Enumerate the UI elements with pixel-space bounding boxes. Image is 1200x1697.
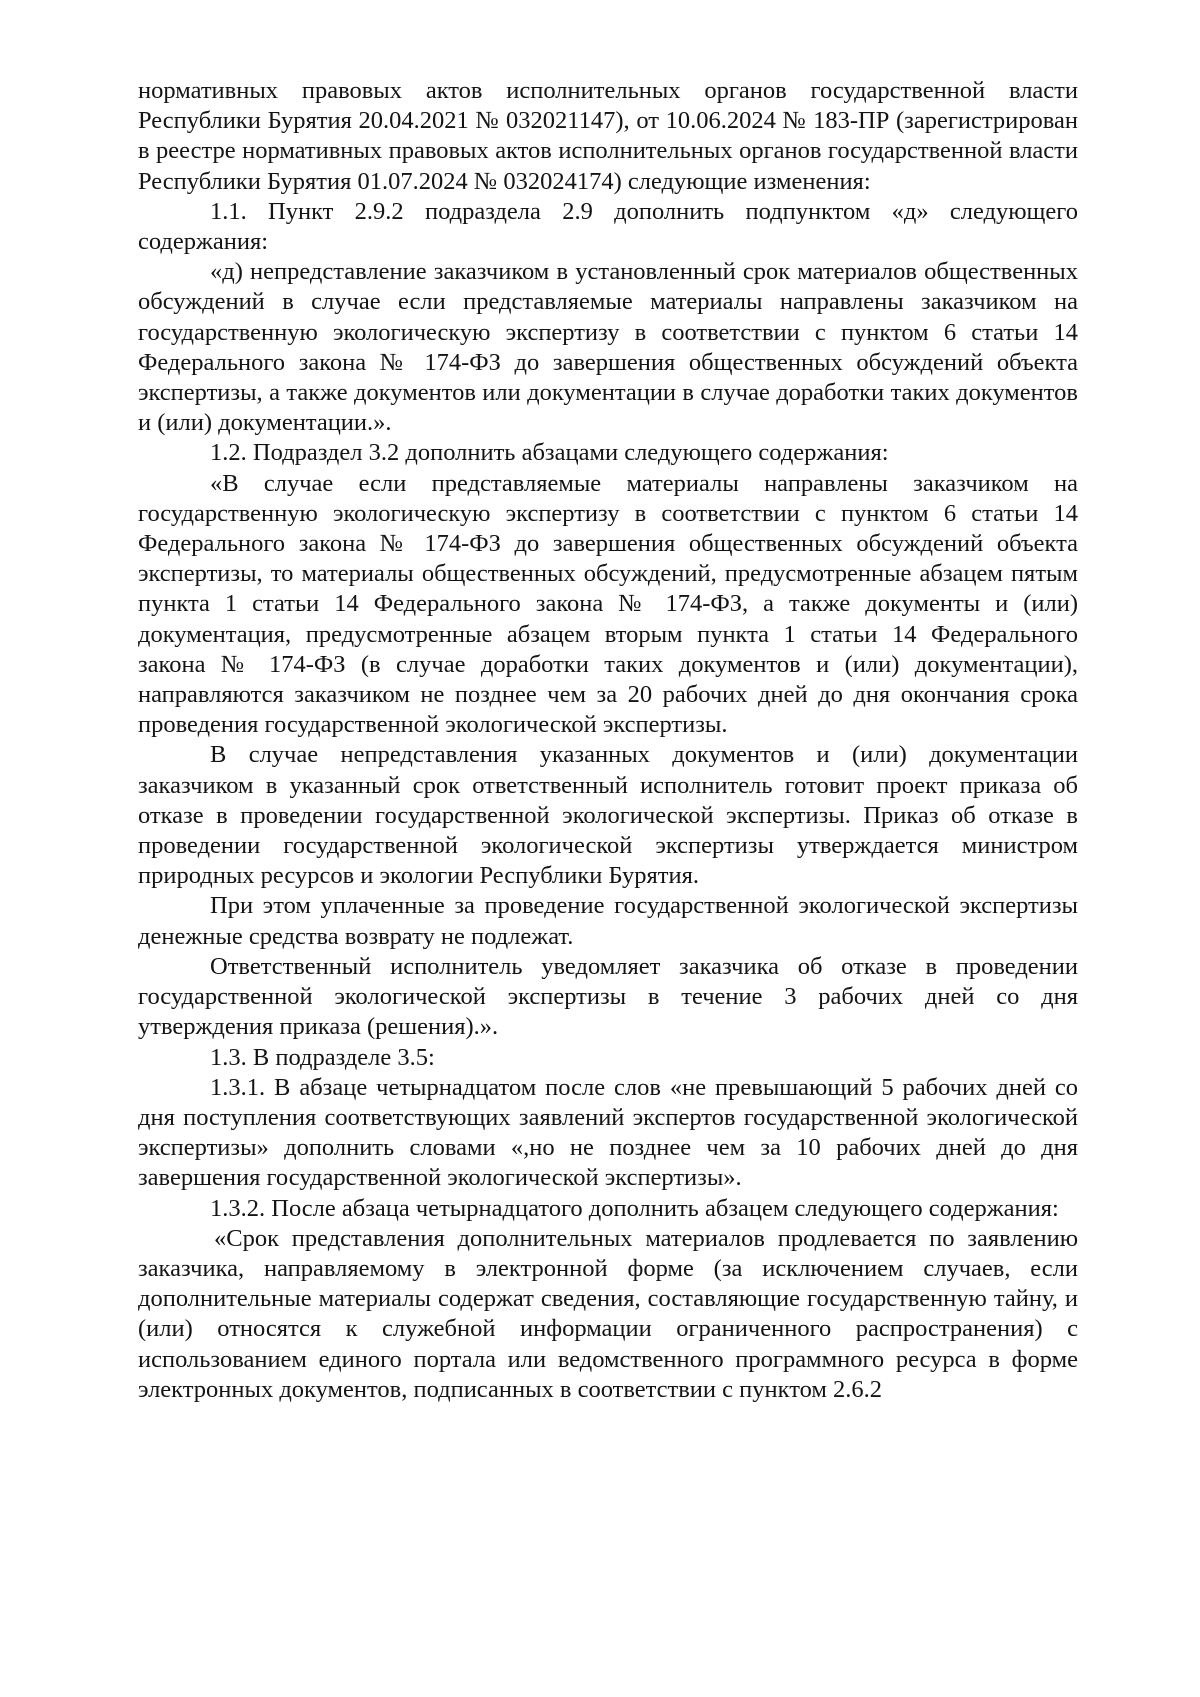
paragraph-item-1-3-2: 1.3.2. После абзаца четырнадцатого дополнить абзацем следующего содержания: <box>210 1194 1059 1222</box>
document-body <box>138 76 1078 1405</box>
paragraph-non-submission: В случае непредставления указанных документов и (или) документации заказчиком в указанный срок ответственный исполнитель готовит проект приказа об отказе в проведении государственной экологической экспертизы. Приказ об отказе в проведении государственной экологической экспертизы утверждается министром природных ресурсов и экологии Республики Бурятия. <box>138 741 1078 890</box>
paragraph-item-1-1: 1.1. Пункт 2.9.2 подраздела 2.9 дополнить подпунктом «д» следующего содержания: <box>138 197 1078 256</box>
paragraph-intro-continuation: нормативных правовых актов исполнительных органов государственной власти Республики Бурятия 20.04.2021 № 032021147), от 10.06.2024 № 183-ПР (зарегистрирован в реестре нормативных правовых актов исполнительных органов государственной власти Республики Бурятия 01.07.2024 № 032024174) следующие изменения: <box>138 77 1078 195</box>
paragraph-item-1-3-1: 1.3.1. В абзаце четырнадцатом после слов «не превышающий 5 рабочих дней со дня поступления соответствующих заявлений экспертов государственной экологической экспертизы» дополнить словами «,но не позднее чем за 10 рабочих дней до дня завершения государственной экологической экспертизы». <box>138 1073 1078 1192</box>
paragraph-fees-not-refunded: При этом уплаченные за проведение государственной экологической экспертизы денежные средства возврату не подлежат. <box>138 892 1078 950</box>
paragraph-item-1-3: 1.3. В подразделе 3.5: <box>210 1043 435 1071</box>
paragraph-notification: Ответственный исполнитель уведомляет заказчика об отказе в проведении государственной экологической экспертизы в течение 3 рабочих дней со дня утверждения приказа (решения).». <box>138 952 1078 1041</box>
paragraph-extension-term: «Срок представления дополнительных материалов продлевается по заявлению заказчика, направляемому в электронной форме (за исключением случаев, если дополнительные материалы содержат сведения, составляющие государственную тайну, и (или) относятся к служебной информации ограниченного распространения) с использованием единого портала или ведомственного программного ресурса в форме электронных документов, подписанных в соответствии с пунктом 2.6.2 <box>138 1224 1078 1403</box>
paragraph-item-1-2: 1.2. Подраздел 3.2 дополнить абзацами следующего содержания: <box>210 439 889 467</box>
paragraph-quoted-case: «В случае если представляемые материалы направлены заказчиком на государственную экологическую экспертизу в соответствии с пунктом 6 статьи 14 Федерального закона № 174-ФЗ до завершения общественных обсуждений объекта экспертизы, то материалы общественных обсуждений, предусмотренные абзацем пятым пункта 1 статьи 14 Федерального закона № 174-ФЗ, а также документы и (или) документация, предусмотренные абзацем вторым пункта 1 статьи 14 Федерального закона № 174-ФЗ (в случае доработки таких документов и (или) документации), направляются заказчиком не позднее чем за 20 рабочих дней до дня окончания срока проведения государственной экологической экспертизы. <box>138 469 1078 739</box>
paragraph-subitem-d: «д) непредставление заказчиком в установленный срок материалов общественных обсуждений в случае если представляемые материалы направлены заказчиком на государственную экологическую экспертизу в соответствии с пунктом 6 статьи 14 Федерального закона № 174-ФЗ до завершения общественных обсуждений объекта экспертизы, а также документов или документации в случае доработки таких документов и (или) документации.». <box>138 258 1078 437</box>
